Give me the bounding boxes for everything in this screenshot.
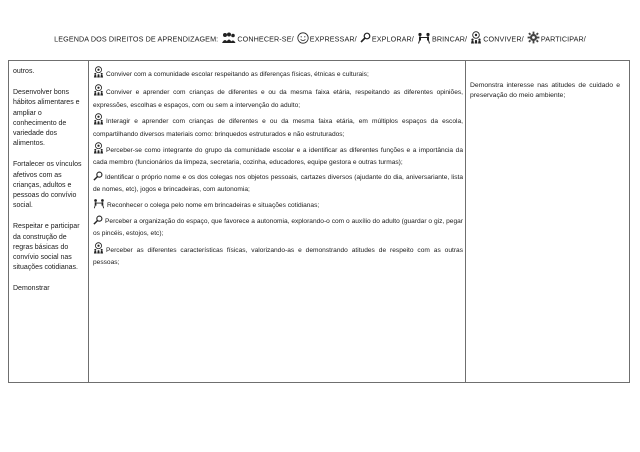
experience-text: Reconhecer o colega pelo nome em brincadeiras e situações cotidianas; xyxy=(107,201,320,209)
experience-text: Interagir e aprender com crianças de diferentes e ou da mesma faixa etária, em múltiplos espaços da escola, compartilhando diversos materiais como: brinquedos estruturados e não estruturados; xyxy=(93,118,463,138)
experience-text: Perceber as diferentes características físicas, valorizando-as e demonstrando atitudes de respeito com as outras pessoas; xyxy=(93,246,463,267)
legend-label-explorar: EXPLORAR/ xyxy=(371,34,414,44)
legend-label-brincar: BRINCAR/ xyxy=(432,34,468,44)
legend-label-expressar: EXPRESSAR/ xyxy=(309,34,357,44)
community-icon xyxy=(93,142,104,158)
curriculum-table xyxy=(8,60,630,383)
objective-text: outros. xyxy=(13,68,35,75)
observation-text: Demonstra interesse nas atitudes de cuidado e preservação do meio ambiente; xyxy=(470,82,620,100)
experience-item xyxy=(93,142,463,169)
group-icon xyxy=(221,32,236,48)
experience-text: Perceber-se como integrante do grupo da comunidade escolar e a identificar as diferentes funções e a importância da cada membro (funcionários da limpeza, secretaria, cozinha, educadores, equipe gestora e outras turmas); xyxy=(93,147,463,167)
experience-item xyxy=(93,113,463,140)
experience-item xyxy=(93,215,463,240)
legend-label-participar: PARTICIPAR/ xyxy=(540,34,586,44)
rights-legend xyxy=(0,31,640,48)
experience-text: Conviver com a comunidade escolar respeitando as diferenças físicas, étnicas e culturais; xyxy=(106,71,369,78)
experience-text: Conviver e aprender com crianças de diferentes e ou da mesma faixa etária, respeitando as diferentes opiniões, expressões, escolhas e espaços, com ou sem a intervenção do adulto; xyxy=(93,89,463,109)
experience-item xyxy=(93,84,463,111)
community-icon xyxy=(470,31,482,48)
objective-text: Fortalecer os vínculos afetivos com as crianças, adultos e pessoas do convívio social. xyxy=(13,161,82,210)
magnifier-icon xyxy=(93,215,103,229)
learning-experiences-column xyxy=(93,66,463,271)
objective-text: Desenvolver bons hábitos alimentares e ampliar o conhecimento de variedade dos alimentos. xyxy=(13,89,80,148)
objective-text: Demonstrar xyxy=(13,285,50,293)
magnifier-icon xyxy=(360,32,371,47)
objectives-column xyxy=(13,67,83,306)
column-divider-2 xyxy=(465,61,466,382)
column-divider-1 xyxy=(88,61,89,382)
experience-item xyxy=(93,198,463,213)
observation-column xyxy=(470,81,620,102)
experience-item xyxy=(93,171,463,196)
playing-people-icon xyxy=(93,198,105,213)
community-icon xyxy=(93,242,104,258)
experience-text: Identificar o próprio nome e os dos colegas nos objetos pessoais, cartazes diversos (ajudante do dia, aniversariante, lista de nomes, etc), jogos e brincadeiras, com autonomia; xyxy=(93,173,463,194)
experience-text: Perceber a organização do espaço, que favorece a autonomia, explorando-o com o auxílio do adulto (guardar o giz, pegar os pincéis, estojos, etc); xyxy=(93,218,463,238)
objective-text: Respeitar e participar da construção de regras básicas do convívio social nas situações cotidianas. xyxy=(13,223,80,272)
experience-item xyxy=(93,242,463,269)
legend-label-conhecer: CONHECER-SE/ xyxy=(237,34,294,44)
legend-label-conviver: CONVIVER/ xyxy=(483,34,524,44)
community-icon xyxy=(93,113,104,129)
experience-item xyxy=(93,66,463,82)
community-icon xyxy=(93,66,104,82)
legend-prefix: LEGENDA DOS DIREITOS DE APRENDIZAGEM: xyxy=(54,34,219,44)
playing-people-icon xyxy=(417,32,431,48)
gear-icon xyxy=(527,31,540,48)
magnifier-icon xyxy=(93,171,103,185)
community-icon xyxy=(93,84,104,100)
smiley-icon xyxy=(297,32,309,48)
